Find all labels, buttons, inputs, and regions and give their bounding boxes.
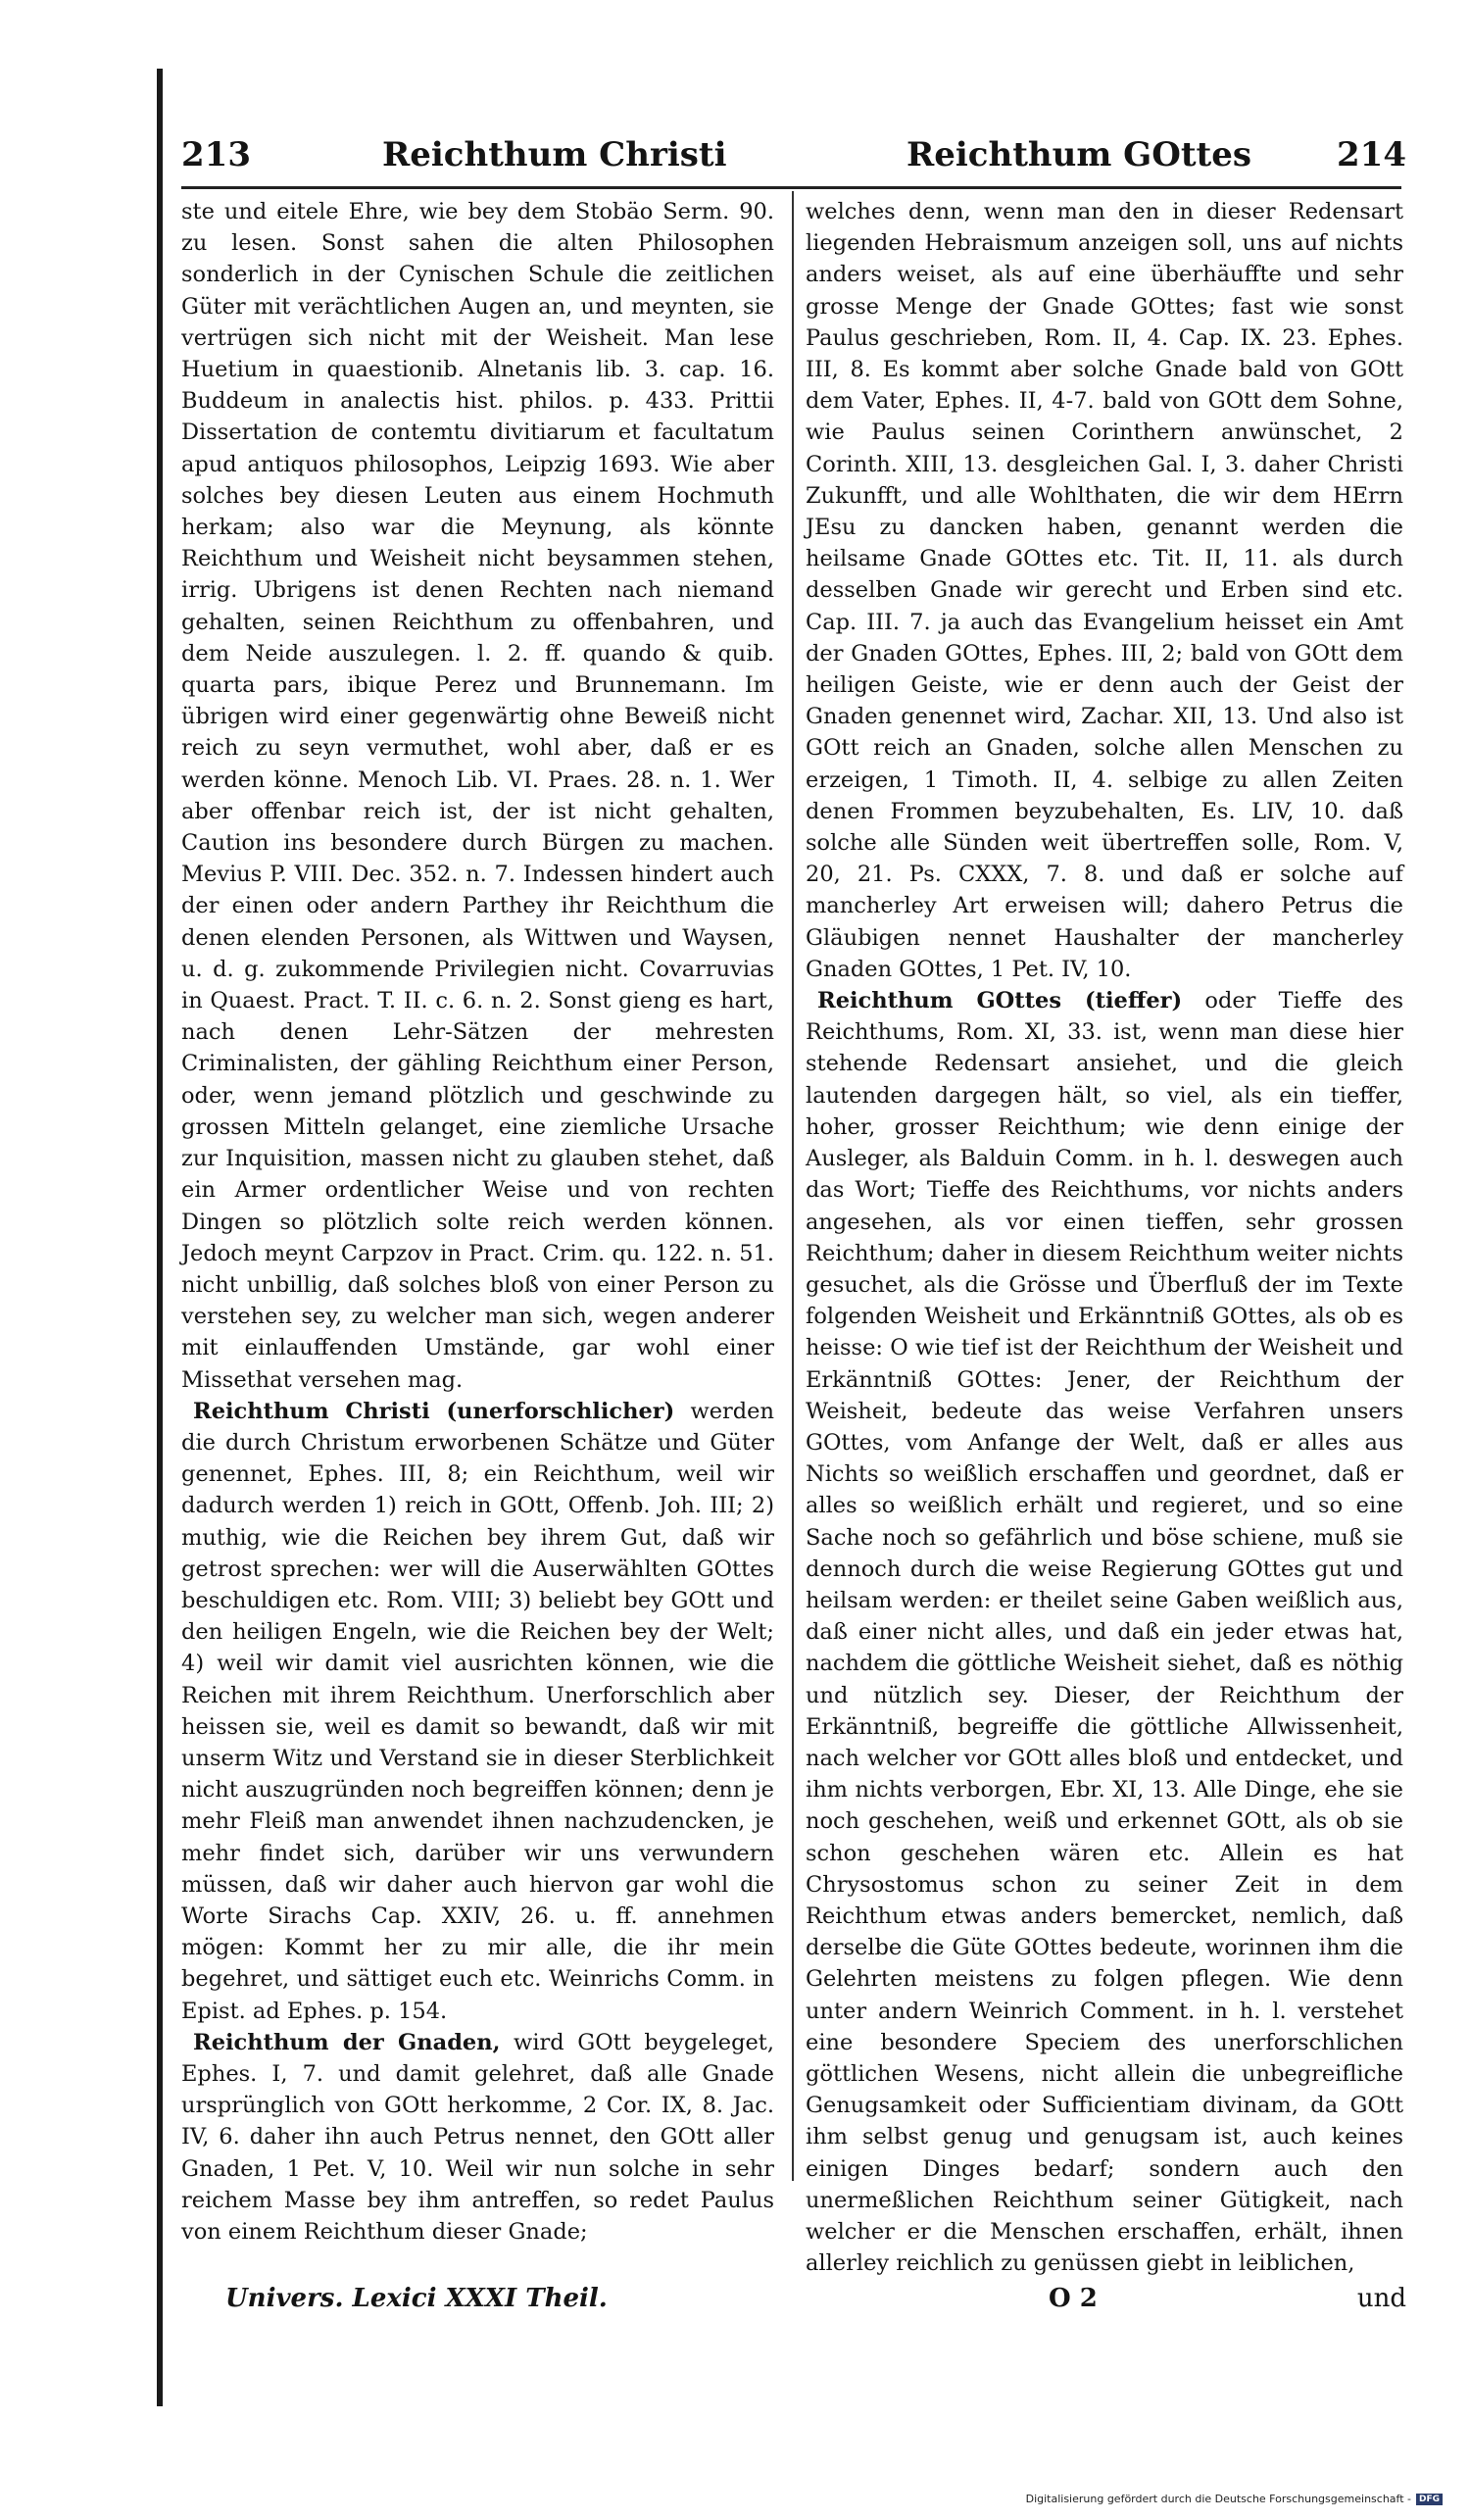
left-column [181,196,774,2248]
entry-text: welches denn, wenn man den in dieser Redensart liegenden Hebraismum anzeigen soll, uns auf nichts anders weiset, als auf eine überhäuffte und sehr grosse Menge der Gnade GOttes; fast wie sonst Paulus geschrieben, Rom. II, 4. Cap. IX. 23. Ephes. III, 8. Es kommt aber solche Gnade bald von GOtt dem Vater, Ephes. II, 4-7. bald von GOtt dem Sohne, wie Paulus seinen Corinthern anwünschet, 2 Corinth. XIII, 13. desgleichen Gal. I, 3. daher Christi Zukunfft, und alle Wohlthaten, die wir dem HErrn JEsu zu dancken haben, genannt werden die heilsame Gnade GOttes etc. Tit. II, 11. als durch desselben Gnade wir gerecht und Erben sind etc. Cap. III. 7. ja auch das Evangelium heisset ein Amt der Gnaden GOttes, Ephes. III, 2; bald von GOtt dem heiligen Geiste, wie er denn auch der Geist der Gnaden genennet wird, Zachar. XII, 13. Und also ist GOtt reich an Gnaden, solche allen Menschen zu erzeigen, 1 Timoth. II, 4. selbige zu allen Zeiten denen Frommen beyzubehalten, Es. LIV, 10. daß solche alle Sünden weit übertreffen solle, Rom. V, 20, 21. Ps. CXXX, 7. 8. und daß er solche auf mancherley Art erweisen will; dahero Petrus die Gläubigen nennet Haushalter der mancherley Gnaden GOttes, 1 Pet. IV, 10. [806,199,1403,982]
dfg-logo: DFG [1416,2494,1443,2505]
entry-text: werden die durch Christum erworbenen Schätze und Güter genennet, Ephes. III, 8; ein Reichthum, weil wir dadurch werden 1) reich in GOtt, Offenb. Joh. III; 2) muthig, wie die Reichen bey ihrem Gut, daß wir getrost sprechen: wer will die Auserwählten GOttes beschuldigen etc. Rom. VIII; 3) beliebt bey GOtt und den heiligen Engeln, wie die Reichen bey der Welt; 4) weil wir damit viel ausrichten können, wie die Reichen mit ihrem Reichthum. Unerforschlich aber heissen sie, weil es damit so bewandt, daß wir mit unserm Witz und Verstand sie in dieser Sterblichkeit nicht auszugründen noch begreiffen können; denn je mehr Fleiß man anwendet ihnen nachzudencken, je mehr findet sich, darüber wir uns verwundern müssen, daß wir daher auch hiervon gar wohl die Worte Sirachs Cap. XXIV, 26. u. ff. annehmen mögen: Kommt her zu mir alle, die ihr mein begehret, und sättiget euch etc. Weinrichs Comm. in Epist. ad Ephes. p. 154. [181,1398,774,2024]
page-edge-rule [157,69,163,2406]
page-footer [181,2284,1406,2323]
entry-paragraph [806,196,1403,985]
entry-paragraph [181,2027,774,2248]
page-number-right: 214 [1337,135,1406,174]
entry-paragraph [806,985,1403,2279]
right-column [806,196,1403,2279]
signature-mark: O 2 [1049,2284,1098,2313]
entry-headword: Reichthum GOttes (tieffer) [817,988,1183,1014]
entry-headword: Reichthum Christi (unerforschlicher) [193,1398,675,1424]
entry-headword: Reichthum der Gnaden, [193,2029,501,2055]
entry-text: oder Tieffe des Reichthums, Rom. XI, 33. ist, wenn man diese hier stehende Redensart ansiehet, und die gleich lautenden dargegen hält, so viel, als ein tieffer, hoher, grosser Reichthum; wie denn einige der Ausleger, als Balduin Comm. in h. l. deswegen auch das Wort; Tieffe des Reichthums, vor nichts anders angesehen, als vor einen tieffen, sehr grossen Reichthum; daher in diesem Reichthum weiter nichts gesuchet, als die Grösse und Überfluß der im Texte folgenden Weisheit und Erkänntniß GOttes, als ob es heisse: O wie tief ist der Reichthum der Weisheit und Erkänntniß GOttes: Jener, der Reichthum der Weisheit, bedeute das weise Verfahren unsers GOttes, vom Anfange der Welt, daß er alles aus Nichts so weißlich erschaffen und geordnet, daß er alles so weißlich erhält und regieret, und so eine Sache noch so gefährlich und böse schiene, muß sie dennoch durch die weise Regierung GOttes gut und heilsam werden: er theilet seine Gaben weißlich aus, daß einer nicht alles, und daß ein jeder etwas hat, nachdem die göttliche Weisheit siehet, daß es nöthig und nützlich sey. Dieser, der Reichthum der Erkänntniß, begreiffe die göttliche Allwissenheit, nach welcher vor GOtt alles bloß und entdecket, und ihm nichts verborgen, Ebr. XI, 13. Alle Dinge, ehe sie noch geschehen, weiß und erkennet GOtt, als ob sie schon geschehen wären etc. Allein es hat Chrysostomus schon zu seiner Zeit in dem Reichthum etwas anders bemercket, nemlich, daß derselbe die Güte GOttes bedeute, worinnen ihm die Gelehrten meistens zu folgen pflegen. Wie denn unter andern Weinrich Comment. in h. l. verstehet eine besondere Speciem des unerforschlichen göttlichen Wesens, nicht allein die unbegreifliche Genugsamkeit oder Sufficientiam divinam, da GOtt ihm selbst genug und genugsam ist, auch keines einigen Dinges bedarf; sondern auch den unermeßlichen Reichthum seiner Gütigkeit, nach welcher er die Menschen erschaffen, erhält, ihnen allerley reichlich zu genüssen giebt in leiblichen, [806,988,1403,2277]
running-title-right: Reichthum GOttes [906,135,1252,174]
header-rule [181,186,1401,189]
entry-paragraph [181,196,774,1396]
column-divider [792,191,794,2181]
entry-text: wird GOtt beygeleget, Ephes. I, 7. und damit gelehret, daß alle Gnade ursprünglich von GOtt herkomme, 2 Cor. IX, 8. Jac. IV, 6. daher ihn auch Petrus nennet, den GOtt aller Gnaden, 1 Pet. V, 10. Weil wir nun solche in sehr reichem Masse bey ihm antreffen, so redet Paulus von einem Reichthum dieser Gnade; [181,2029,774,2245]
credit-text: Digitalisierung gefördert durch die Deutsche Forschungsgemeinschaft - [1025,2493,1411,2505]
digitization-credit [1026,2493,1443,2505]
running-title-left: Reichthum Christi [382,135,727,174]
entry-text: ste und eitele Ehre, wie bey dem Stobäo Serm. 90. zu lesen. Sonst sahen die alten Philosophen sonderlich in der Cynischen Schule die zeitlichen Güter mit verächtlichen Augen an, und meynten, sie vertrügen sich nicht mit der Weisheit. Man lese Huetium in quaestionib. Alnetanis lib. 3. cap. 16. Buddeum in analectis hist. philos. p. 433. Prittii Dissertation de contemtu divitiarum et facultatum apud antiquos philosophos, Leipzig 1693. Wie aber solches bey diesen Leuten aus einem Hochmuth herkam; also war die Meynung, als könnte Reichthum und Weisheit nicht beysammen stehen, irrig. Ubrigens ist denen Rechten nach niemand gehalten, seinen Reichthum zu offenbahren, und dem Neide auszulegen. l. 2. ff. quando & quib. quarta pars, ibique Perez und Brunnemann. Im übrigen wird einer gegenwärtig ohne Beweiß nicht reich zu seyn vermuthet, wohl aber, daß er es werden könne. Menoch Lib. VI. Praes. 28. n. 1. Wer aber offenbar reich ist, der ist nicht gehalten, Caution ins besondere durch Bürgen zu machen. Mevius P. VIII. Dec. 352. n. 7. Indessen hindert auch der einen oder andern Parthey ihr Reichthum die denen elenden Personen, als Wittwen und Waysen, u. d. g. zukommende Privilegien nicht. Covarruvias in Quaest. Pract. T. II. c. 6. n. 2. Sonst gieng es hart, nach denen Lehr-Sätzen der mehresten Criminalisten, der gähling Reichthum einer Person, oder, wenn jemand plötzlich und geschwinde zu grossen Mitteln gelanget, eine ziemliche Ursache zur Inquisition, massen nicht zu glauben stehet, daß ein Armer ordentlicher Weise und von rechten Dingen so plötzlich solte reich werden können. Jedoch meynt Carpzov in Pract. Crim. qu. 122. n. 51. nicht unbillig, daß solches bloß von einer Person zu verstehen sey, zu welcher man sich, wegen anderer mit einlauffenden Umstände, gar wohl einer Missethat versehen mag. [181,199,774,1393]
page-number-left: 213 [181,135,251,174]
catchword: und [1356,2284,1406,2313]
running-header [181,135,1406,194]
volume-label: Univers. Lexici XXXI Theil. [225,2284,608,2313]
entry-paragraph [181,1396,774,2027]
